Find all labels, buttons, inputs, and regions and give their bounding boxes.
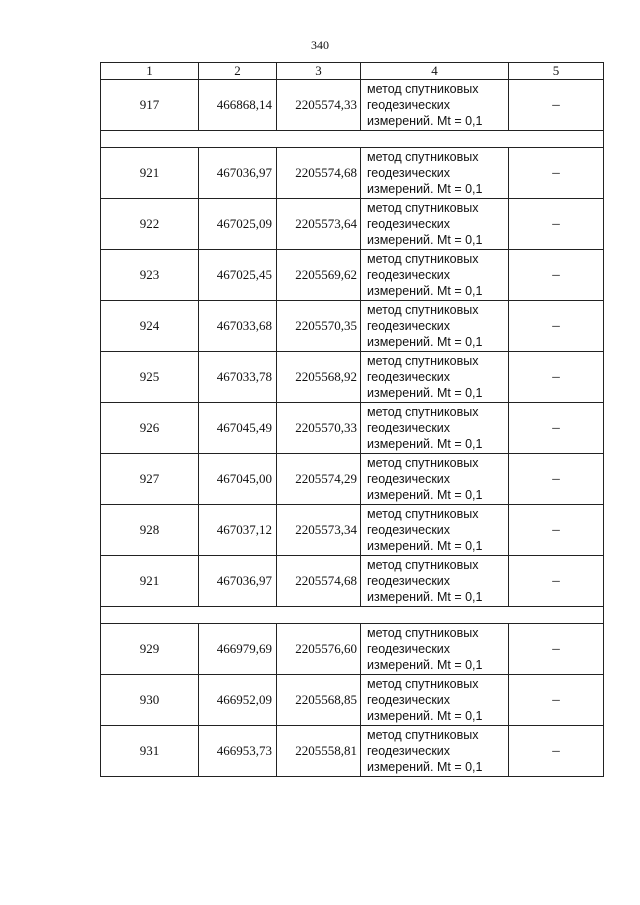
point-number-cell: 926 bbox=[101, 403, 199, 454]
table-row bbox=[101, 454, 604, 505]
table-body bbox=[101, 80, 604, 777]
method-line: геодезических bbox=[367, 370, 451, 384]
x-coordinate-cell: 466979,69 bbox=[199, 624, 277, 675]
x-coordinate-cell: 467033,68 bbox=[199, 301, 277, 352]
y-coordinate-cell: 2205574,68 bbox=[277, 148, 361, 199]
y-coordinate-cell: 2205568,92 bbox=[277, 352, 361, 403]
table-row bbox=[101, 80, 604, 131]
method-line: измерений. Mt = 0,1 bbox=[367, 284, 483, 298]
method-line: метод спутниковых bbox=[367, 82, 479, 96]
note-cell: – bbox=[509, 301, 604, 352]
method-line: метод спутниковых bbox=[367, 626, 479, 640]
note-cell: – bbox=[509, 454, 604, 505]
note-cell: – bbox=[509, 352, 604, 403]
y-coordinate-cell: 2205573,64 bbox=[277, 199, 361, 250]
method-line: измерений. Mt = 0,1 bbox=[367, 182, 483, 196]
y-coordinate-cell: 2205570,33 bbox=[277, 403, 361, 454]
x-coordinate-cell: 466868,14 bbox=[199, 80, 277, 131]
method-line: геодезических bbox=[367, 98, 451, 112]
table-row bbox=[101, 301, 604, 352]
method-line: измерений. Mt = 0,1 bbox=[367, 488, 483, 502]
method-line: измерений. Mt = 0,1 bbox=[367, 335, 483, 349]
y-coordinate-cell: 2205574,29 bbox=[277, 454, 361, 505]
note-cell: – bbox=[509, 148, 604, 199]
point-number-cell: 922 bbox=[101, 199, 199, 250]
y-coordinate-cell: 2205574,33 bbox=[277, 80, 361, 131]
note-cell: – bbox=[509, 250, 604, 301]
method-cell bbox=[361, 624, 509, 675]
point-number-cell: 921 bbox=[101, 556, 199, 607]
separator-cell bbox=[101, 131, 604, 148]
method-line: измерений. Mt = 0,1 bbox=[367, 658, 483, 672]
method-cell bbox=[361, 250, 509, 301]
method-line: метод спутниковых bbox=[367, 252, 479, 266]
method-line: геодезических bbox=[367, 166, 451, 180]
method-line: геодезических bbox=[367, 319, 451, 333]
method-line: метод спутниковых bbox=[367, 456, 479, 470]
method-cell bbox=[361, 148, 509, 199]
table-row bbox=[101, 199, 604, 250]
method-cell bbox=[361, 675, 509, 726]
method-cell bbox=[361, 556, 509, 607]
table-row bbox=[101, 352, 604, 403]
point-number-cell: 923 bbox=[101, 250, 199, 301]
method-line: геодезических bbox=[367, 744, 451, 758]
table-row bbox=[101, 505, 604, 556]
method-line: измерений. Mt = 0,1 bbox=[367, 590, 483, 604]
method-line: метод спутниковых bbox=[367, 303, 479, 317]
method-cell bbox=[361, 352, 509, 403]
y-coordinate-cell: 2205573,34 bbox=[277, 505, 361, 556]
method-line: метод спутниковых bbox=[367, 677, 479, 691]
method-line: метод спутниковых bbox=[367, 405, 479, 419]
x-coordinate-cell: 467025,45 bbox=[199, 250, 277, 301]
method-line: измерений. Mt = 0,1 bbox=[367, 437, 483, 451]
y-coordinate-cell: 2205558,81 bbox=[277, 726, 361, 777]
x-coordinate-cell: 467045,49 bbox=[199, 403, 277, 454]
method-line: геодезических bbox=[367, 523, 451, 537]
note-cell: – bbox=[509, 556, 604, 607]
point-number-cell: 927 bbox=[101, 454, 199, 505]
separator-row bbox=[101, 607, 604, 624]
method-cell bbox=[361, 454, 509, 505]
note-cell: – bbox=[509, 403, 604, 454]
method-line: измерений. Mt = 0,1 bbox=[367, 709, 483, 723]
method-cell bbox=[361, 403, 509, 454]
table-row bbox=[101, 556, 604, 607]
table-row bbox=[101, 624, 604, 675]
method-line: измерений. Mt = 0,1 bbox=[367, 539, 483, 553]
method-line: метод спутниковых bbox=[367, 558, 479, 572]
method-line: геодезических bbox=[367, 642, 451, 656]
method-cell bbox=[361, 505, 509, 556]
point-number-cell: 929 bbox=[101, 624, 199, 675]
y-coordinate-cell: 2205569,62 bbox=[277, 250, 361, 301]
header-cell-5: 5 bbox=[509, 63, 604, 80]
y-coordinate-cell: 2205568,85 bbox=[277, 675, 361, 726]
method-line: геодезических bbox=[367, 268, 451, 282]
x-coordinate-cell: 467037,12 bbox=[199, 505, 277, 556]
method-line: метод спутниковых bbox=[367, 507, 479, 521]
method-line: геодезических bbox=[367, 421, 451, 435]
coordinates-table bbox=[100, 62, 604, 777]
point-number-cell: 917 bbox=[101, 80, 199, 131]
method-line: геодезических bbox=[367, 574, 451, 588]
header-row bbox=[101, 63, 604, 80]
table-row bbox=[101, 675, 604, 726]
method-line: измерений. Mt = 0,1 bbox=[367, 233, 483, 247]
x-coordinate-cell: 467036,97 bbox=[199, 556, 277, 607]
header-cell-4: 4 bbox=[361, 63, 509, 80]
separator-row bbox=[101, 131, 604, 148]
method-line: геодезических bbox=[367, 217, 451, 231]
x-coordinate-cell: 466952,09 bbox=[199, 675, 277, 726]
point-number-cell: 921 bbox=[101, 148, 199, 199]
method-line: метод спутниковых bbox=[367, 728, 479, 742]
note-cell: – bbox=[509, 726, 604, 777]
table-row bbox=[101, 250, 604, 301]
method-line: метод спутниковых bbox=[367, 150, 479, 164]
note-cell: – bbox=[509, 624, 604, 675]
method-line: метод спутниковых bbox=[367, 354, 479, 368]
header-cell-2: 2 bbox=[199, 63, 277, 80]
x-coordinate-cell: 467033,78 bbox=[199, 352, 277, 403]
method-cell bbox=[361, 301, 509, 352]
y-coordinate-cell: 2205576,60 bbox=[277, 624, 361, 675]
method-line: метод спутниковых bbox=[367, 201, 479, 215]
method-cell bbox=[361, 199, 509, 250]
method-line: геодезических bbox=[367, 472, 451, 486]
point-number-cell: 931 bbox=[101, 726, 199, 777]
note-cell: – bbox=[509, 199, 604, 250]
point-number-cell: 930 bbox=[101, 675, 199, 726]
header-cell-3: 3 bbox=[277, 63, 361, 80]
method-cell bbox=[361, 80, 509, 131]
x-coordinate-cell: 467045,00 bbox=[199, 454, 277, 505]
method-line: измерений. Mt = 0,1 bbox=[367, 386, 483, 400]
y-coordinate-cell: 2205570,35 bbox=[277, 301, 361, 352]
method-line: геодезических bbox=[367, 693, 451, 707]
y-coordinate-cell: 2205574,68 bbox=[277, 556, 361, 607]
x-coordinate-cell: 467036,97 bbox=[199, 148, 277, 199]
table-row bbox=[101, 726, 604, 777]
note-cell: – bbox=[509, 675, 604, 726]
x-coordinate-cell: 467025,09 bbox=[199, 199, 277, 250]
point-number-cell: 928 bbox=[101, 505, 199, 556]
method-line: измерений. Mt = 0,1 bbox=[367, 760, 483, 774]
table-row bbox=[101, 148, 604, 199]
separator-cell bbox=[101, 607, 604, 624]
method-line: измерений. Mt = 0,1 bbox=[367, 114, 483, 128]
method-cell bbox=[361, 726, 509, 777]
point-number-cell: 924 bbox=[101, 301, 199, 352]
note-cell: – bbox=[509, 80, 604, 131]
header-cell-1: 1 bbox=[101, 63, 199, 80]
note-cell: – bbox=[509, 505, 604, 556]
point-number-cell: 925 bbox=[101, 352, 199, 403]
x-coordinate-cell: 466953,73 bbox=[199, 726, 277, 777]
table-row bbox=[101, 403, 604, 454]
page-number: 340 bbox=[311, 38, 329, 52]
